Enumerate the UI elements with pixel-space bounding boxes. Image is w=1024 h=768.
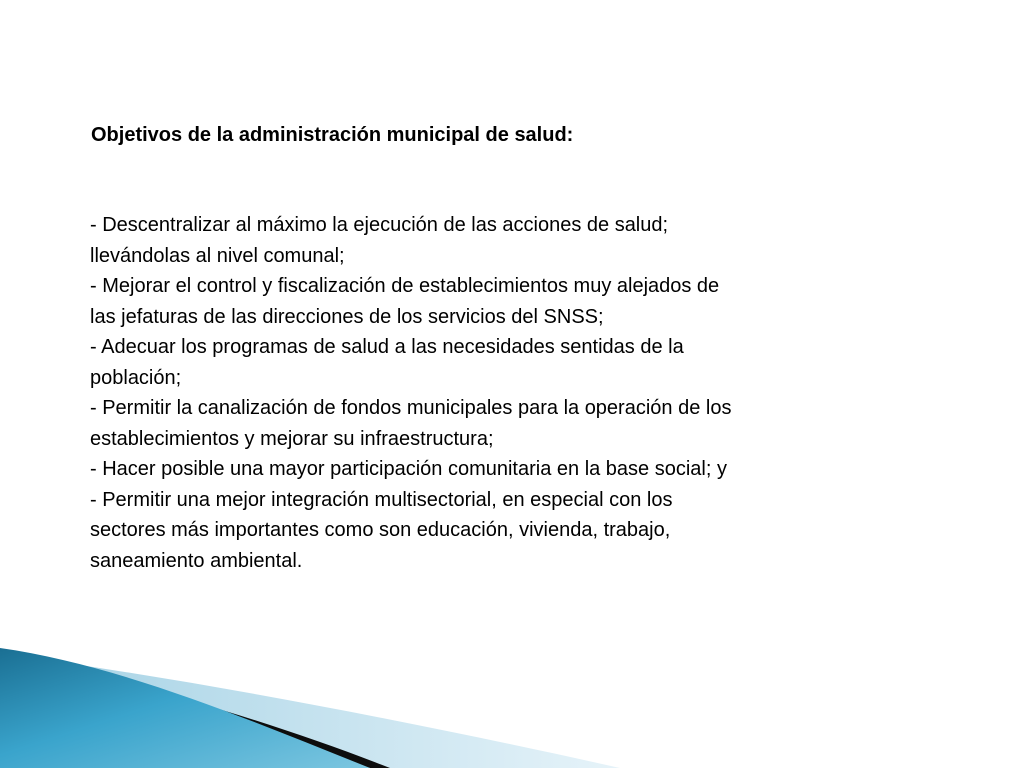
text-line: establecimientos y mejorar su infraestructura; (90, 427, 494, 450)
text-line: las jefaturas de las direcciones de los servicios del SNSS; (90, 305, 604, 328)
slide-title: Objetivos de la administración municipal de salud: (91, 124, 574, 146)
text-line: - Adecuar los programas de salud a las necesidades sentidas de la (90, 336, 684, 358)
text-line: saneamiento ambiental. (90, 549, 303, 572)
text-line: - Permitir la canalización de fondos municipales para la operación de los (90, 397, 732, 419)
text-line: llevándolas al nivel comunal; (90, 244, 345, 267)
text-line: - Mejorar el control y fiscalización de establecimientos muy alejados de (90, 275, 720, 297)
objectives-list (90, 210, 930, 576)
text-line: - Descentralizar al máximo la ejecución de las acciones de salud; (90, 214, 669, 236)
text-line: sectores más importantes como son educación, vivienda, trabajo, (90, 519, 671, 541)
text-line: población; (90, 366, 182, 389)
text-line: - Permitir una mejor integración multisectorial, en especial con los (90, 488, 673, 511)
text-line: - Hacer posible una mayor participación comunitaria en la base social; y (90, 458, 727, 480)
